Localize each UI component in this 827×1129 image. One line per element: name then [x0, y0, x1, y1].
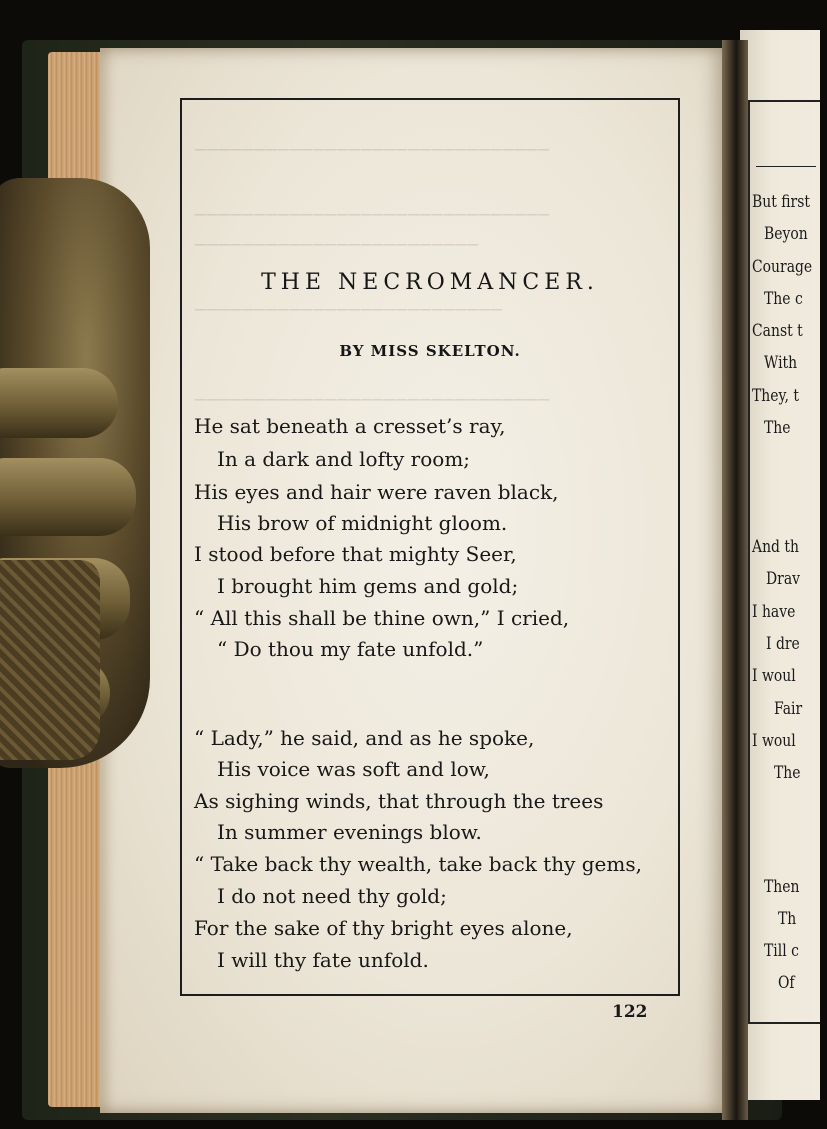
verse-line: In summer evenings blow.	[217, 820, 482, 844]
facing-line: Courage	[752, 257, 813, 277]
facing-line: The	[764, 418, 791, 438]
facing-line: Of	[778, 973, 795, 993]
facing-line: With	[764, 353, 798, 373]
facing-line: I woul	[752, 666, 796, 686]
poem-title: THE NECROMANCER.	[261, 270, 599, 295]
facing-line: But first	[752, 192, 810, 212]
facing-line: Drav	[766, 569, 801, 589]
verse-line: I stood before that mighty Seer,	[194, 542, 517, 566]
show-through-text: ────────────────────────	[195, 235, 480, 256]
page-number: 122	[612, 1002, 648, 1022]
facing-line: Canst t	[752, 321, 803, 341]
poem-author: BY MISS SKELTON.	[339, 342, 521, 360]
facing-line: Th	[778, 909, 797, 929]
facing-line: I dre	[766, 634, 800, 654]
facing-line: The c	[764, 289, 803, 309]
verse-line: I brought him gems and gold;	[217, 574, 519, 598]
verse-line: “ All this shall be thine own,” I cried,	[194, 606, 570, 630]
facing-line: And th	[752, 537, 799, 557]
verse-line: I do not need thy gold;	[217, 884, 447, 908]
bookend-finger	[0, 458, 136, 536]
verse-line: His voice was soft and low,	[217, 757, 490, 781]
verse-line: As sighing winds, that through the trees	[194, 789, 604, 813]
show-through-text: ──────────────────────────────	[195, 205, 551, 226]
show-through-text: ──────────────────────────────	[195, 140, 551, 161]
bookend-cuff	[0, 560, 100, 760]
facing-line: I have	[752, 602, 796, 622]
bookend-finger	[0, 368, 118, 438]
facing-line: Till c	[764, 941, 799, 961]
facing-line: I woul	[752, 731, 796, 751]
facing-line: Beyon	[764, 224, 808, 244]
verse-line: I will thy fate unfold.	[217, 948, 429, 972]
facing-line: Fair	[774, 699, 803, 719]
book-gutter	[722, 40, 748, 1120]
show-through-text: ──────────────────────────────	[195, 390, 551, 411]
verse-line: He sat beneath a cresset’s ray,	[194, 414, 506, 438]
verse-line: “ Lady,” he said, and as he spoke,	[194, 726, 535, 750]
verse-line: “ Take back thy wealth, take back thy gems,	[194, 852, 642, 876]
facing-line: Then	[764, 877, 800, 897]
verse-line: “ Do thou my fate unfold.”	[217, 637, 484, 661]
verse-line: For the sake of thy bright eyes alone,	[194, 916, 573, 940]
verse-line: His brow of midnight gloom.	[217, 511, 508, 535]
facing-line: The	[774, 763, 801, 783]
verse-line: In a dark and lofty room;	[217, 447, 471, 471]
show-through-text: ──────────────────────────	[195, 300, 503, 321]
facing-page-rule	[756, 166, 816, 167]
facing-line: They, t	[752, 386, 800, 406]
verse-line: His eyes and hair were raven black,	[194, 480, 559, 504]
